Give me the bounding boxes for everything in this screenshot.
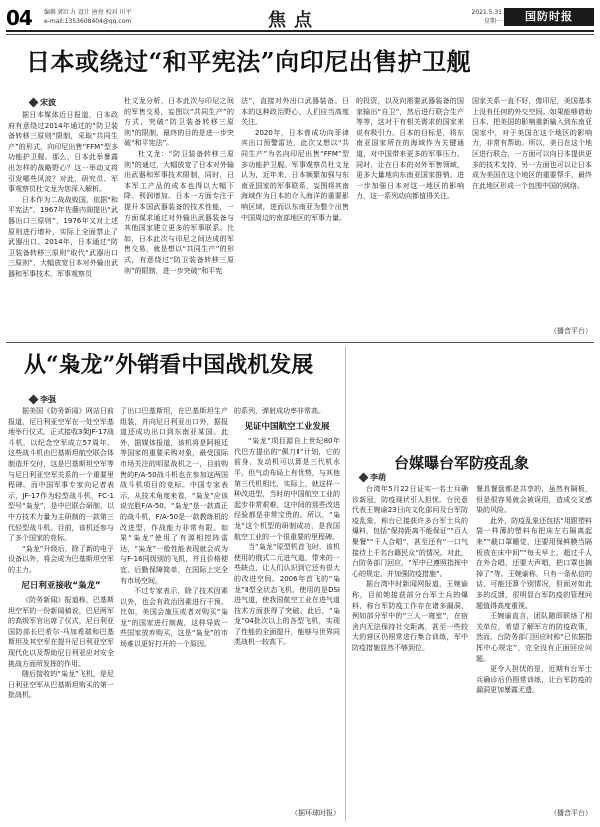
editor-email: e-mail:1353608404@qq.com [44,18,132,25]
header-rule-thin [6,34,594,35]
pen-icon [29,98,39,108]
issue-date [466,8,502,26]
pen-icon [29,395,39,405]
paragraph: 据美国《防务新闻》网站日前报道，尼日利亚空军在一处空军基地举行仪式，正式接收3架JF-17战斗机，以纪念空军成立57周年。这些战斗机由巴基斯坦航空联合体制造并交付，这是巴基斯坦空军等与尼日利亚空军关系的一个重要里程碑。而中国军事专家向记者表示，JF-17作为轻型战斗机，FC-1型号“枭龙”，是中巴联合研制、以中方技术力量为主研制的一款第三代轻型战斗机。目前，该机还参与了多个国家的竞标。 [8,407,114,543]
article2-column-2 [120,406,228,821]
pen-icon [359,473,369,483]
page-header [0,0,600,42]
article2-byline [30,394,56,405]
weekday: 星期一 [483,18,502,25]
paragraph: “枭龙”项目源自上世纪80年代巴方提出的“佩刀Ⅱ”计划，它的前身，发动机可以算是三代机水平，但气动布局上有优势，与其他第三代机相比，实际上，就这样一种改进型，当时的中国航空工业的起步非常艰难，这中间的那些改进经验都是非常宝贵的。所以，“枭龙”这个机型的研制成功，是我国航空工业的一个很重要的里程碑。 [234,437,340,541]
paragraph: “枭龙”升级后，除了新的电子设备以外，将会成为巴基斯坦空军的主力。 [8,544,114,574]
editors: 编辑 郭红力 设计 唐亮 校对 川平 [44,9,132,16]
paragraph: 的投资，以及向需要武器装备的国家输出“自卫”，然后进行联合生产等等，这对于有相关需求的国家来说有吸引力。日本的目标是，将东南亚国家所在的海域作为关键通道，对中国带来更多的军事压力，同时，让在日本的对外军售领域，更多大量地向东南亚国家推销、进一步加强日本对这一地区的影响力，这一系列动向都值得关注。 [356,97,464,201]
article3-headline: 台媒曝台军防疫乱象 [394,454,530,472]
editor-info [44,8,154,26]
article1-author: 宋波 [40,98,56,107]
page-number: 04 [6,6,32,30]
article2-subheading-2: 见证中国航空工业发展 [244,421,330,432]
paragraph: 餐具餐盘都是共享的，虽然有隔板，但是很容易就会被误用，造成交叉感染的风险。 [476,485,592,515]
paragraph: 台湾年5月22日证实一名士兵确诊新冠，防疫现状引人担忧。台民意代表王婉谕23日向文化部问及台军防疫乱象，称台已接获许多台军士兵的爆料，包括“保持距离不能保证”“百人聚餐”“千人合唱”，甚至还有“一口气接待上千名台籍民众”的情况。对此，台防务部门回应，“军中已遵照指挥中心的规定，并加强防疫措施”。 [352,485,468,578]
article3-signature: （播音平台） [550,809,592,817]
paragraph: 据台湾中时新闻网报道，王婉谕称，目前她接获部分台军士兵的爆料，称台军防疫工作存在诸多漏洞，例如部分军中的“三人一寝室”，在宿舍内无法保持社交距离，甚至一些较大的营区仍照常进行集合训练，军中防疫措施显然不够到位。 [352,580,468,652]
paragraph: 随后接收的“枭龙”飞机，是尼日利亚空军从巴基斯坦购买的第一批战机。 [8,670,114,700]
article2-signature: （据环球时报） [291,809,340,817]
paragraph: 杜文龙分析，日本此次与印尼之间的军售交易，妄图以“共同生产”的方式，突破“防卫装备转移三原则”的限制，最终的目的是进一步突破“和平宪法”。 [124,97,234,148]
article3-divider [345,346,346,821]
paragraph: 当“枭龙”原型机首飞时，该机使用的俄式二元进气道，带来的一些缺点，让人们认识到它还有很大的改进空间。2006年首飞的“枭龙”Ⅱ型全状态飞机，使用的是DSI进气道，使我国航空工业在进气道技术方面获得了突破。此后，“枭龙”04批次以上的各型飞机，实现了性能的全面提升，能够与世界同类战机一较高下。 [234,543,340,647]
paragraph: 的系列，弹射成功率非常高。 [234,407,325,415]
article1-column-3 [241,96,349,338]
article2-headline: 从“枭龙”外销看中国战机发展 [24,352,314,378]
article3-column-2 [476,484,592,808]
article2-column-3 [234,406,340,821]
date: 2021.5.31 [471,9,502,16]
article1-column-5 [472,96,592,326]
article3-byline [360,472,386,483]
paragraph: 《防务新闻》报道称，巴基斯坦空军的一份新闻稿说，巴尼两军的高级军官出席了仪式，尼日利亚国防部长巴希尔·马加希瑞和巴基斯坦及其空军在提升尼日利亚空军现代化以及帮助尼日利亚应对安全挑战方面所发挥的作用。 [8,596,114,668]
paragraph: 更令人担忧的是，近期有台军士兵确诊后仍照常训练，让台军防疫的漏洞更加暴露无遗。 [476,665,592,695]
article3-author: 李萌 [370,473,386,482]
newspaper-logo: 国防时报 [504,8,594,26]
paragraph: 王婉谕直言，团队随即联络了相关单位，希望了解军方的防疫政策，然而，台防务部门回应时称“已依据指挥中心规定”，完全没有正面回应问题。 [476,612,592,663]
paragraph: 此外，防疫乱象还包括“用跟塑料袋一样薄的塑料布把床左右隔离起来”“截口罩睡觉，还要用保鲜膜当隔板放在床中间”“每天早上，超过千人在外合唱，还要大声唱，把口罩也摘掉了”等。王婉谕称，只有一条私信的话，可能还算个别情况，但面对如此多的反馈，很明显台军防疫的管理问题值得高度重视。 [476,516,592,610]
paragraph: 了出口巴基斯坦，在巴基斯坦生产组装，并向尼日利亚出口外，据报道还成功出口到东南亚某国。此外，据媒体报道，该机将是阿根廷等国家的重要采购对象，最受国际市场关注的明星战机之一，目前购售的F/A-50战斗机也在参加这两国战斗机项目的竞标。中国专家表示，从技术角度来看，“枭龙”应该说完胜F/A-50。“枭龙”是一款真正的战斗机，F/A-50是一款教练机的改进型，作战能力非常有限。如果“枭龙”使用了有源相控阵雷达，“枭龙”一般性能表现就会成为与F-16同级别的飞机，并且价格便宜、后勤保障简单，在国际上完全有市场空间。 [120,407,228,585]
article1-byline [30,97,56,108]
article1-headline: 日本或绕过“和平宪法”向印尼出售护卫舰 [26,47,472,76]
header-rule [6,30,594,32]
paragraph: 法”，直接对外出口武器装备。日本的这种政治野心，人们应当高度关注。 [241,97,349,127]
article1-column-1 [8,110,118,338]
article2-author: 李强 [40,395,56,404]
paragraph: 2020年，日本曾成功向菲律宾出口预警雷达，此次又想以“共同生产”为名向印尼出售“FFM”型多功能护卫舰。军事观察员杜文龙认为，近年来，日本频繁加强与东南亚国家的军事联系，妄图将其南海域作为日本的介入海洋的重要影响区域，进而以东南亚为整个出售中国周边的南部地区的军事力量。 [241,128,349,222]
article1-column-2 [124,96,234,338]
article1-divider [6,342,594,343]
article1-column-4 [356,96,464,338]
article2-column-1 [8,406,114,821]
paragraph: 杜文龙：“防卫装备转移三原则”的通过，大幅放宽了日本对外输出武器和军事技术限制，同时，日本军工产品的成本也得以大幅下降、利润增加。日本一方面专注于提升本国武器装备的技术性能，一方面谋求通过对外输出武器装备与其他国家建立更多的军事联系。比如，日本此次与印尼之间达成的军售交易，就是想以“共同生产”的形式，有意绕过“防卫装备转移三原则”的限制，进一步突破“和平宪 [124,149,234,275]
paragraph: 不过专家表示，除了技术因素以外，也会有政治因素进行干预。比如，美国会施压或者对购买“枭龙”的国家进行制裁，这样导致一些国家放弃购买，这是“枭龙”的市场难以更好打开的一个原因。 [120,587,228,649]
article3-column-1 [352,484,468,820]
article1-signature: （播音平台） [550,327,592,335]
article2-subheading-1: 尼日利亚接收“枭龙” [21,580,101,591]
paragraph: 国家关系一直不好，像印尼，美国基本上没有任何的外交空间。如果能够借助日本，把美国的影响重新输入到东南亚国家中，对于美国在这个地区的影响力，非常有帮助。所以，美日在这个地区进行联合，一方面可以向日本提供更多的技术支持，另一方面也可以让日本成为美国在这个地区的重要帮手，最终在此地区形成一个包围中国的网络。 [472,97,592,190]
paragraph: 据日本媒体近日报道，日本政府有意绕过2014年通过的“防卫装备转移三原则”限制，采取“共同生产”的形式，向印尼出售“FFM”型多功能护卫舰。那么，日本此举暴露出怎样的战略野心？这一举动又将引发哪些风波？对此，研究员、军事观察员杜文龙为您深入解析。 [8,111,118,194]
paragraph: 日本作为二战战败国，依据“和平宪法”，1967年佐藤内阁提出“武器出口三原则”，1976年又对上述原则进行增补，实际上全面禁止了武器出口。2014年，日本通过“防卫装备转移三原则”取代“武器出口三原则”，大幅放宽日本对外输出武器和军事技术，军事观察员 [8,195,118,278]
section-title: 焦点 [268,10,320,31]
